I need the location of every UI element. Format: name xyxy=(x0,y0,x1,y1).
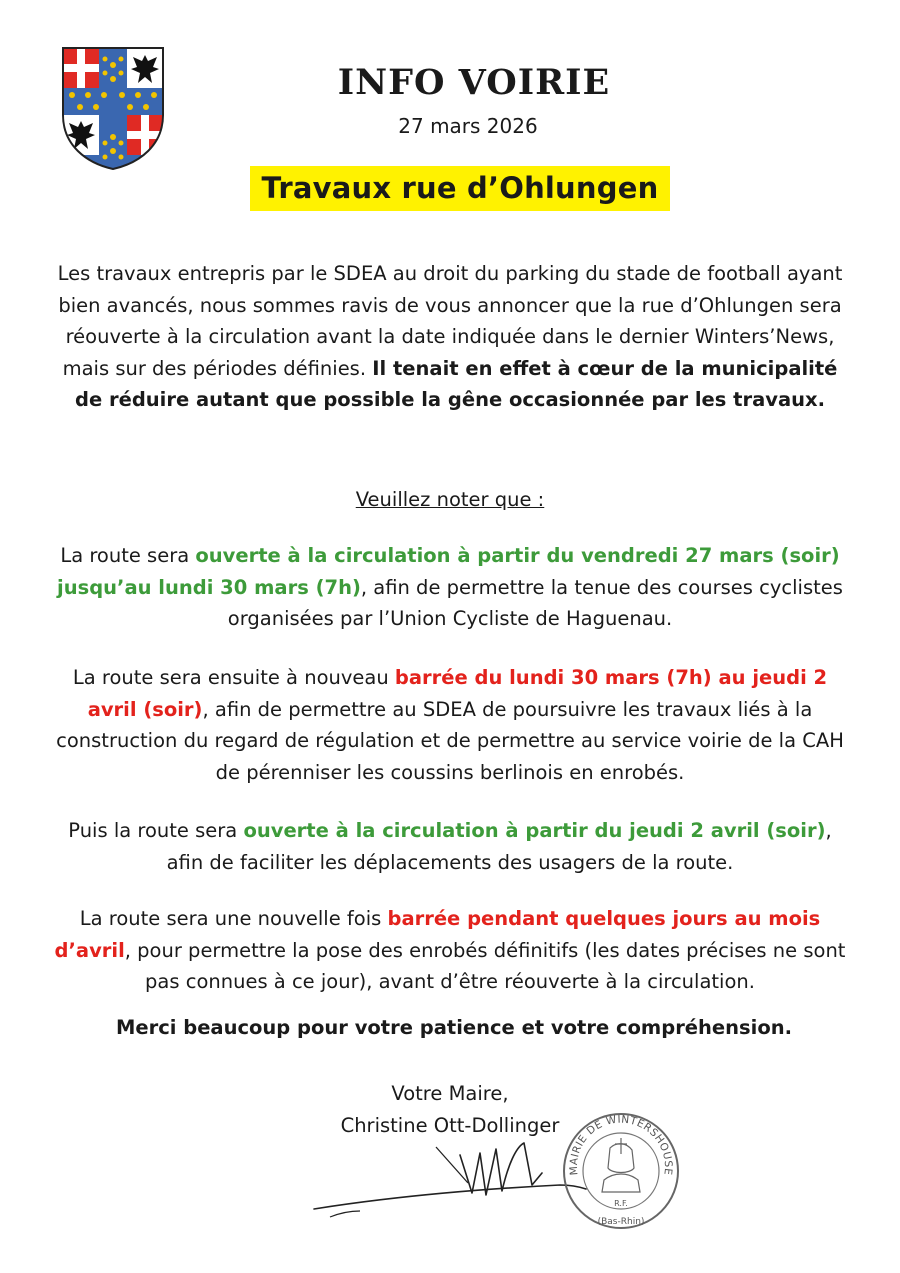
paragraph-text: La route sera xyxy=(60,544,196,567)
stamp-ring-text: MAIRIE DE WINTERSHOUSE xyxy=(567,1113,675,1176)
paragraph-reopening-1 xyxy=(52,540,848,635)
open-period-highlight: ouverte à la circulation à partir du jeudi 2 avril (soir) xyxy=(243,819,826,842)
signature-role: Votre Maire, xyxy=(391,1082,509,1105)
signature-name: Christine Ott-Dollinger xyxy=(340,1114,560,1137)
paragraph-closure-2 xyxy=(52,903,848,998)
town-hall-stamp-icon xyxy=(560,1110,682,1232)
paragraph-reopening-2 xyxy=(52,815,848,878)
paragraph-text: Puis la route sera xyxy=(68,819,244,842)
paragraph-closure-1 xyxy=(52,662,848,788)
page-title: INFO VOIRIE xyxy=(337,62,611,103)
closed-period-highlight: barrée du lundi 30 mars (7h) au jeudi 2 avril (soir) xyxy=(87,666,828,721)
intro-bold-text: Il tenait en effet à cœur de la municipalité de réduire autant que possible la gêne occasionnée par les travaux. xyxy=(75,356,838,411)
paragraph-text: , afin de faciliter les déplacements des usagers de la route. xyxy=(166,819,832,874)
paragraph-text: , afin de permettre au SDEA de poursuivre les travaux liés à la construction du regard de régulation et de permettre au service voirie de la CAH de pérenniser les coussins berlinois en enrobés. xyxy=(56,697,844,784)
intro-paragraph xyxy=(52,258,848,416)
paragraph-text: , afin de permettre la tenue des courses cyclistes organisées par l’Union Cycliste de Haguenau. xyxy=(227,575,843,630)
closing-thanks: Merci beaucoup pour votre patience et votre compréhension. xyxy=(115,1016,793,1039)
note-heading: Veuillez noter que : xyxy=(355,488,545,511)
publication-date: 27 mars 2026 xyxy=(398,114,538,138)
closed-period-highlight: barrée pendant quelques jours au mois d’avril xyxy=(54,907,821,962)
subject-heading: Travaux rue d’Ohlungen xyxy=(250,166,671,211)
paragraph-text: , pour permettre la pose des enrobés définitifs (les dates précises ne sont pas connues à ce jour), avant d’être réouverte à la circulation. xyxy=(124,938,846,993)
intro-text: Les travaux entrepris par le SDEA au droit du parking du stade de football ayant bien avancés, nous sommes ravis de vous annoncer que la rue d’Ohlungen sera réouverte à la circulation avant la date indiquée dans le dernier Winters’News, mais sur des périodes définies. xyxy=(57,262,843,380)
stamp-bottom-text: (Bas-Rhin) xyxy=(597,1217,645,1227)
handwritten-signature-icon xyxy=(310,1125,600,1235)
paragraph-text: La route sera ensuite à nouveau xyxy=(72,666,395,689)
paragraph-text: La route sera une nouvelle fois xyxy=(79,907,388,930)
open-period-highlight: ouverte à la circulation à partir du vendredi 27 mars (soir) jusqu’au lundi 30 mars (7h) xyxy=(57,544,840,599)
stamp-center-text: R.F. xyxy=(614,1199,628,1208)
note-heading-wrap xyxy=(52,484,848,516)
